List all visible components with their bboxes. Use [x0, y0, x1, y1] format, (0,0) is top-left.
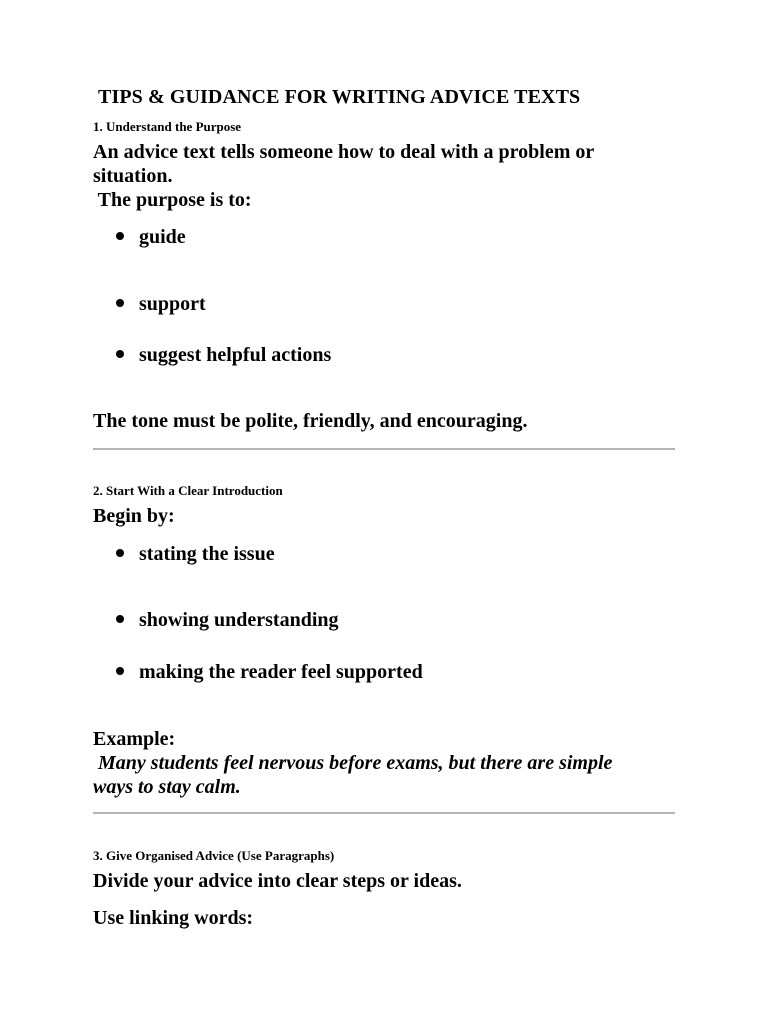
section-divider: [93, 448, 675, 450]
bullet-icon: [116, 667, 124, 675]
list-item-label: guide: [139, 226, 186, 248]
section-1-tone: The tone must be polite, friendly, and encouraging.: [93, 410, 528, 432]
section-2-example-label: Example:: [93, 728, 176, 750]
list-item-label: showing understanding: [139, 609, 339, 631]
section-3-line-1: Divide your advice into clear steps or ideas.: [93, 870, 462, 892]
section-1-heading: 1. Understand the Purpose: [93, 119, 242, 134]
list-item: [116, 343, 331, 367]
bullet-icon: [116, 350, 124, 358]
section-1-purpose-label: The purpose is to:: [93, 189, 252, 211]
section-3-line-2: Use linking words:: [93, 907, 254, 929]
section-1-intro-line-2: situation.: [93, 165, 173, 187]
section-2-example-text: [93, 751, 693, 799]
list-item-label: support: [139, 293, 206, 315]
section-2-begin-label: Begin by:: [93, 505, 175, 527]
bullet-icon: [116, 615, 124, 623]
section-1-intro: [93, 140, 693, 188]
bullet-icon: [116, 549, 124, 557]
page-title: TIPS & GUIDANCE FOR WRITING ADVICE TEXTS: [98, 86, 581, 108]
list-item: [116, 608, 339, 632]
list-item: [116, 542, 275, 566]
list-item-label: stating the issue: [139, 543, 275, 565]
example-line-2: ways to stay calm.: [93, 776, 241, 798]
list-item: [116, 225, 186, 249]
section-2-heading: 2. Start With a Clear Introduction: [93, 483, 283, 498]
section-1-intro-line-1: An advice text tells someone how to deal with a problem or: [93, 141, 595, 163]
list-item-label: making the reader feel supported: [139, 661, 423, 683]
example-line-1: Many students feel nervous before exams, but there are simple: [93, 752, 613, 774]
list-item: [116, 292, 206, 316]
list-item: [116, 660, 423, 684]
section-3-heading: 3. Give Organised Advice (Use Paragraphs): [93, 848, 335, 863]
list-item-label: suggest helpful actions: [139, 344, 332, 366]
bullet-icon: [116, 232, 124, 240]
section-divider: [93, 812, 675, 814]
bullet-icon: [116, 299, 124, 307]
